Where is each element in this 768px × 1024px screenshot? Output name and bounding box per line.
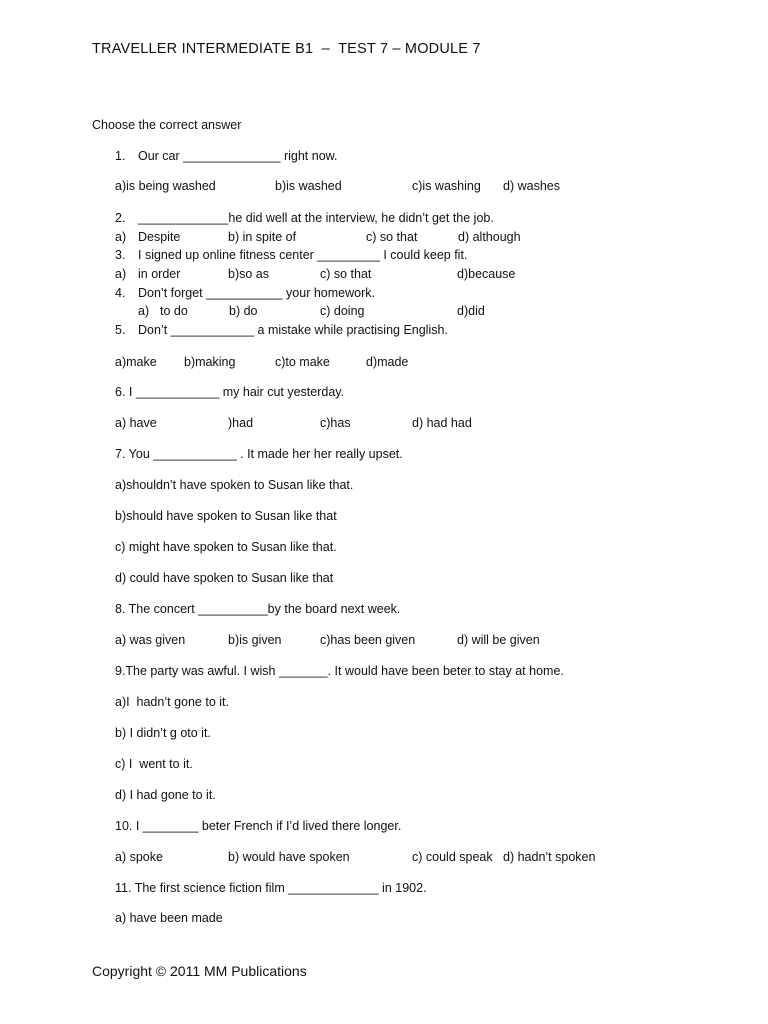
option-b: b) in spite of <box>228 230 297 244</box>
option-b: b)is washed <box>275 179 342 193</box>
option-a: a) have been made <box>115 911 223 925</box>
option-a-label: a) <box>138 304 150 318</box>
option-a-label: a) <box>115 230 127 244</box>
question-stem: 11. The first science fiction film _____________ in 1902. <box>115 881 427 895</box>
page-title: TRAVELLER INTERMEDIATE B1 – TEST 7 – MODULE 7 <box>92 41 481 57</box>
option-a: to do <box>160 304 188 318</box>
option-c: c) doing <box>320 304 365 318</box>
instructions: Choose the correct answer <box>92 118 242 132</box>
copyright-footer: Copyright © 2011 MM Publications <box>92 963 307 979</box>
option-a: a) have <box>115 416 157 430</box>
option-d: d) could have spoken to Susan like that <box>115 571 334 585</box>
option-a: in order <box>138 267 181 281</box>
question-stem: _____________he did well at the interview, he didn’t get the job. <box>138 211 494 225</box>
option-d: d) although <box>458 230 521 244</box>
option-c: c) might have spoken to Susan like that. <box>115 540 337 554</box>
question-stem: 6. I ____________ my hair cut yesterday. <box>115 385 345 399</box>
option-a: a)I hadn’t gone to it. <box>115 695 229 709</box>
option-d: d)because <box>457 267 516 281</box>
question-number: 1. <box>115 149 126 163</box>
option-c: c)is washing <box>412 179 481 193</box>
option-a: a)is being washed <box>115 179 216 193</box>
option-b: b) do <box>229 304 258 318</box>
option-b: b)should have spoken to Susan like that <box>115 509 337 523</box>
option-d: d) will be given <box>457 633 540 647</box>
option-d: d) hadn’t spoken <box>503 850 596 864</box>
option-c: c) so that <box>366 230 418 244</box>
question-stem: Don’t forget ___________ your homework. <box>138 286 375 300</box>
question-stem: 7. You ____________ . It made her her really upset. <box>115 447 403 461</box>
question-stem: 9.The party was awful. I wish _______. It would have been beter to stay at home. <box>115 664 564 678</box>
option-a: a)make <box>115 355 157 369</box>
option-b: b)is given <box>228 633 282 647</box>
question-number: 5. <box>115 323 126 337</box>
option-d: d) I had gone to it. <box>115 788 216 802</box>
question-number: 3. <box>115 248 126 262</box>
question-number: 2. <box>115 211 126 225</box>
option-d: d)made <box>366 355 409 369</box>
option-c: c)has been given <box>320 633 416 647</box>
question-stem: Our car ______________ right now. <box>138 149 338 163</box>
question-stem: Don’t ____________ a mistake while practising English. <box>138 323 448 337</box>
option-a: a) was given <box>115 633 186 647</box>
option-a: Despite <box>138 230 181 244</box>
option-b: )had <box>228 416 254 430</box>
option-c: c) could speak <box>412 850 493 864</box>
option-b: b)so as <box>228 267 269 281</box>
option-c: c)has <box>320 416 351 430</box>
question-stem: 10. I ________ beter French if I’d lived there longer. <box>115 819 402 833</box>
question-stem: 8. The concert __________by the board next week. <box>115 602 401 616</box>
option-a: a) spoke <box>115 850 163 864</box>
option-c: c) so that <box>320 267 372 281</box>
option-c: c) I went to it. <box>115 757 193 771</box>
option-d: d) washes <box>503 179 560 193</box>
option-d: d)did <box>457 304 485 318</box>
question-number: 4. <box>115 286 126 300</box>
option-d: d) had had <box>412 416 472 430</box>
option-a-label: a) <box>115 267 127 281</box>
option-c: c)to make <box>275 355 330 369</box>
option-b: b) I didn’t g oto it. <box>115 726 211 740</box>
option-b: b)making <box>184 355 236 369</box>
option-b: b) would have spoken <box>228 850 350 864</box>
option-a: a)shouldn’t have spoken to Susan like that. <box>115 478 354 492</box>
question-stem: I signed up online fitness center _________ I could keep fit. <box>138 248 468 262</box>
